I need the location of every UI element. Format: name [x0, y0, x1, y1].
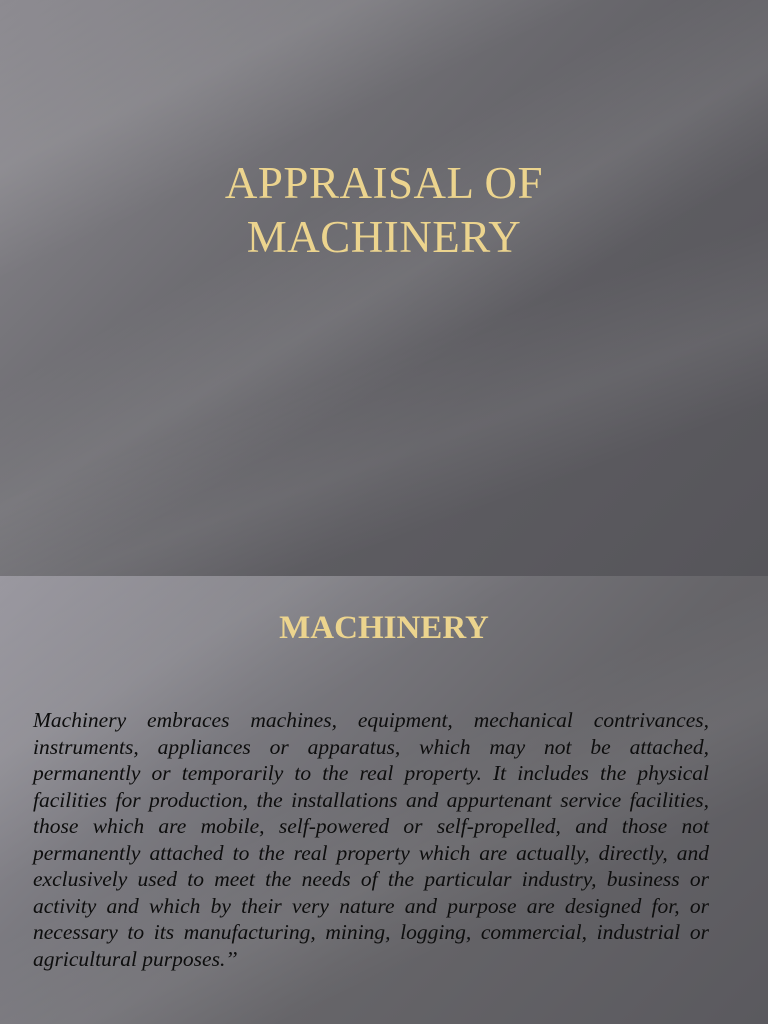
definition-paragraph: Machinery embraces machines, equipment, mechanical contrivances, instruments, appliances or apparatus, which may not be attached, permanently or temporarily to the real property. It includes the physical facilities for production, the installations and appurtenant service facilities, those which are mobile, self-powered or self-propelled, and those not permanently attached to the real property which are actually, directly, and exclusively used to meet the needs of the particular industry, business or activity and which by their very nature and purpose are designed for, or necessary to its manufacturing, mining, logging, commercial, industrial or agricultural purposes.’’: [33, 708, 709, 971]
slide-title-line-2: MACHINERY: [246, 212, 522, 262]
content-slide: [0, 576, 768, 1024]
slide-title-line-1: APPRAISAL OF: [224, 158, 544, 208]
slide-title: [0, 156, 768, 264]
section-heading: MACHINERY: [279, 610, 489, 646]
